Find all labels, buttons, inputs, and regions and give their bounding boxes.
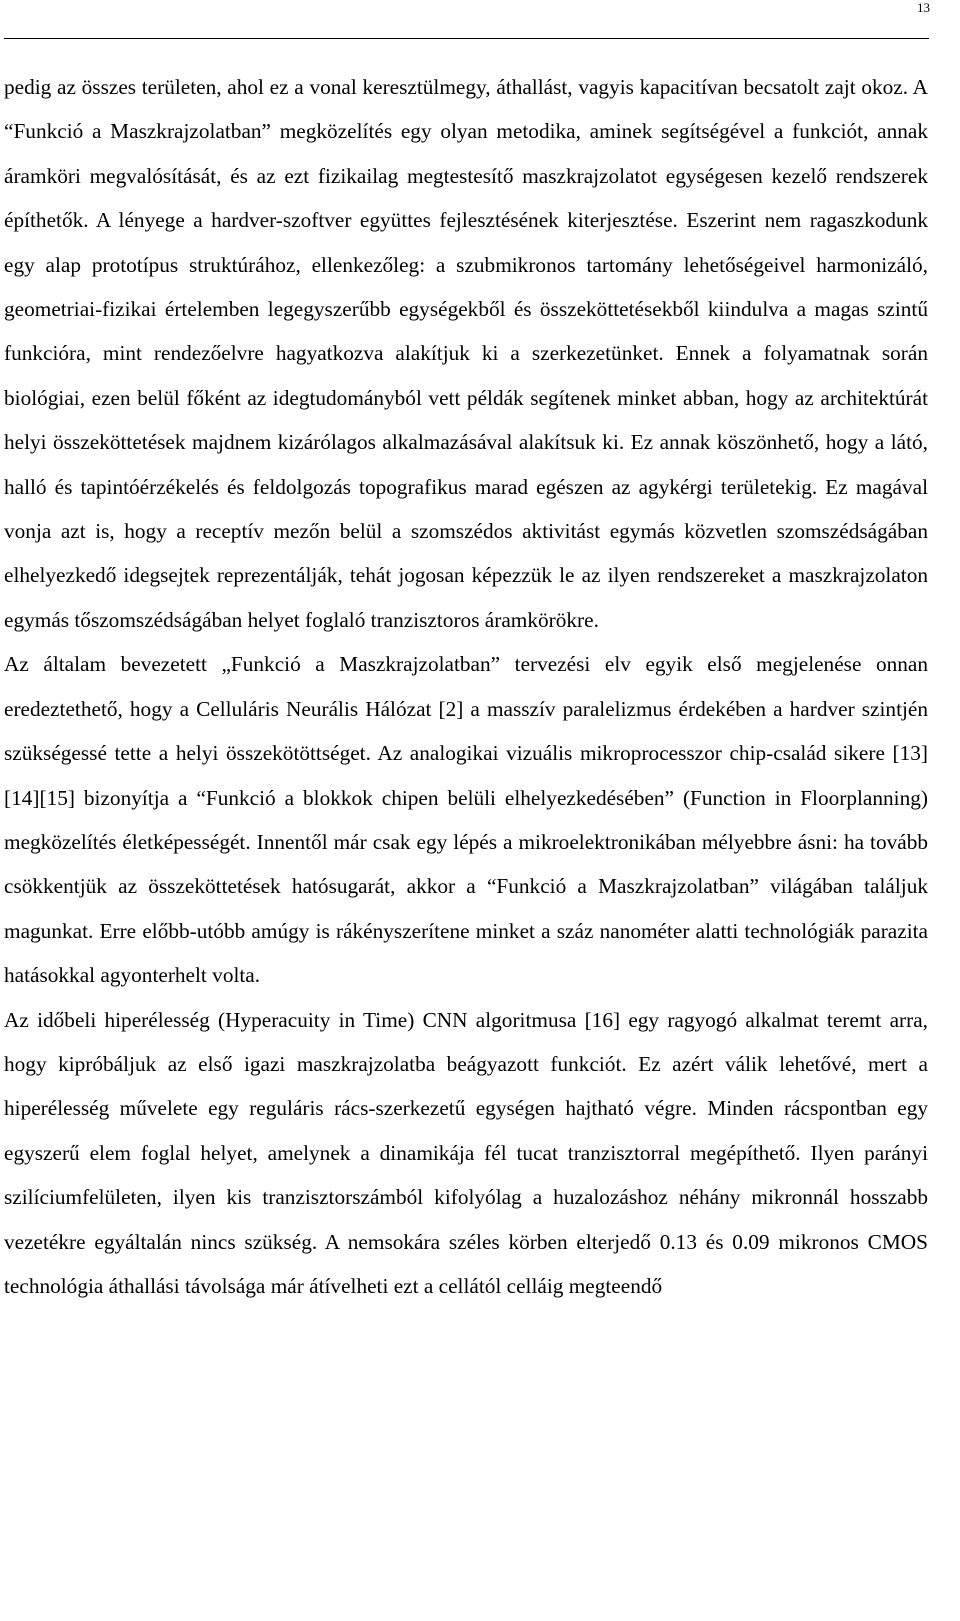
paragraph-1: pedig az összes területen, ahol ez a vonal keresztülmegy, áthallást, vagyis kapacitívan becsatolt zajt okoz. A “Funkció a Maszkrajzolatban” megközelítés egy olyan metodika, aminek segítségével a funkciót, annak áramköri megvalósítását, és az ezt fizikailag megtestesítő maszkrajzolatot egységesen kezelő rendszerek építhetők. A lényege a hardver-szoftver együttes fejlesztésének kiterjesztése. Eszerint nem ragaszkodunk egy alap prototípus struktúrához, ellenkezőleg: a szubmikronos tartomány lehetőségeivel harmonizáló, geometriai-fizikai értelemben legegyszerűbb egységekből és összeköttetésekből kiindulva a magas szintű funkcióra, mint rendezőelvre hagyatkozva alakítjuk ki a szerkezetünket. Ennek a folyamatnak során biológiai, ezen belül főként az idegtudományból vett példák segítenek minket abban, hogy az architektúrát helyi összeköttetések majdnem kizárólagos alkalmazásával alakítsuk ki. Ez annak köszönhető, hogy a látó, halló és tapintóérzékelés és feldolgozás topografikus marad egészen az agykérgi területekig. Ez magával vonja azt is, hogy a receptív mezőn belül a szomszédos aktivitást egymás közvetlen szomszédságában elhelyezkedő idegsejtek reprezentálják, tehát jogosan képezzük le az ilyen rendszereket a maszkrajzolaton egymás tőszomszédságában helyet foglaló tranzisztoros áramkörökre. — [4, 75, 928, 632]
page-number: 13 — [917, 0, 930, 15]
paragraph-3: Az időbeli hiperélesség (Hyperacuity in Time) CNN algoritmusa [16] egy ragyogó alkalmat teremt arra, hogy kipróbáljuk az első igazi maszkrajzolatba beágyazott funkciót. Ez azért válik lehetővé, mert a hiperélesség művelete egy reguláris rács-szerkezetű egységen hajtható végre. Minden rácspontban egy egyszerű elem foglal helyet, amelynek a dinamikája fél tucat tranzisztorral megépíthető. Ilyen parányi szilíciumfelületen, ilyen kis tranzisztorszámból kifolyólag a huzalozáshoz néhány mikronnál hosszabb vezetékre egyáltalán nincs szükség. A nemsokára széles körben elterjedő 0.13 és 0.09 mikronos CMOS technológia áthallási távolsága már átívelheti ezt a cellától celláig megteendő — [4, 1007, 928, 1298]
document-body — [4, 65, 928, 1308]
header-divider — [4, 38, 929, 39]
paragraph-2: Az általam bevezetett „Funkció a Maszkrajzolatban” tervezési elv egyik első megjelenése onnan eredeztethető, hogy a Celluláris Neurális Hálózat [2] a masszív paralelizmus érdekében a hardver szintjén szükségessé tette a helyi összekötöttséget. Az analogikai vizuális mikroprocesszor chip-család sikere [13][14][15] bizonyítja a “Funkció a blokkok chipen belüli elhelyezkedésében” (Function in Floorplanning) megközelítés életképességét. Innentől már csak egy lépés a mikroelektronikában mélyebbre ásni: ha tovább csökkentjük az összeköttetések hatósugarát, akkor a “Funkció a Maszkrajzolatban” világában találjuk magunkat. Erre előbb-utóbb amúgy is rákényszerítene minket a száz nanométer alatti technológiák parazita hatásokkal agyonterhelt volta. — [4, 652, 928, 988]
